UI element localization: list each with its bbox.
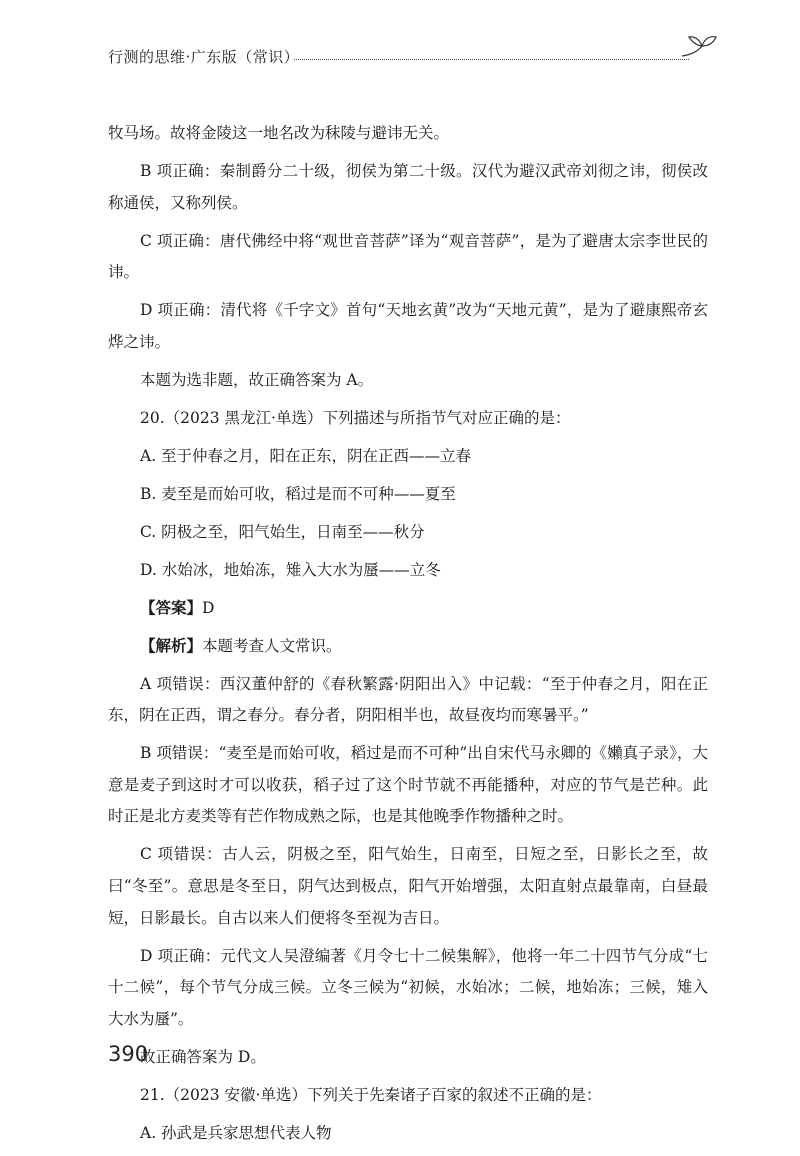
analysis-value: 本题考查人文常识。 bbox=[202, 636, 342, 655]
analysis-tag: 【解析】 bbox=[140, 636, 203, 655]
page-number: 390 bbox=[108, 1042, 149, 1066]
page-body bbox=[108, 118, 708, 1156]
explanation-d: D 项正确：清代将《千字文》首句“天地玄黄”改为“天地元黄”，是为了避康熙帝玄烨之讳。 bbox=[108, 301, 708, 351]
question-21-option-a: A. 孙武是兵家思想代表人物 bbox=[140, 1123, 332, 1142]
book-title: 行测的思维·广东版（常识） bbox=[108, 48, 300, 66]
conclusion-q19: 本题为选非题，故正确答案为 A。 bbox=[140, 370, 374, 389]
explanation-b: B 项正确：秦制爵分二十级，彻侯为第二十级。汉代为避汉武帝刘彻之讳，彻侯改称通侯，又称列侯。 bbox=[108, 161, 708, 212]
q20-explanation-b: B 项错误：“麦至是而始可收，稻过是而不可种”出自宋代马永卿的《嬾真子录》，大意是麦子到这时才可以收获，稻子过了这个时节就不再能播种，对应的节气是芒种。此时正是北方麦类等有芒作物成熟之际，也是其他晚季作物播种之时。 bbox=[108, 744, 708, 826]
answer-tag: 【答案】 bbox=[140, 598, 203, 617]
question-20-option-c: C. 阴极之至，阳气始生，日南至——秋分 bbox=[140, 522, 425, 541]
sprout-icon bbox=[680, 32, 720, 62]
answer-value: D bbox=[202, 598, 215, 617]
conclusion-q20: 故正确答案为 D。 bbox=[140, 1047, 266, 1066]
q20-explanation-c: C 项错误：古人云，阴极之至，阳气始生，日南至，日短之至，日影长之至，故曰“冬至”。意思是冬至日，阴气达到极点，阳气开始增强，太阳直射点最靠南，白昼最短，日影最长。自古以来人们便将冬至视为吉日。 bbox=[108, 845, 708, 927]
header-dotted-rule bbox=[294, 59, 689, 60]
q20-explanation-d: D 项正确：元代文人吴澄编著《月令七十二候集解》，他将一年二十四节气分成“七十二候”，每个节气分成三候。立冬三候为“初候，水始冰；二候，地始冻；三候，雉入大水为蜃”。 bbox=[108, 946, 708, 1028]
question-20-stem: 20.（2023 黑龙江·单选）下列描述与所指节气对应正确的是： bbox=[140, 408, 571, 427]
running-header bbox=[108, 46, 708, 70]
question-21-stem: 21.（2023 安徽·单选）下列关于先秦诸子百家的叙述不正确的是： bbox=[140, 1085, 602, 1104]
paragraph-continued: 牧马场。故将金陵这一地名改为秣陵与避讳无关。 bbox=[108, 124, 450, 142]
question-20-option-b: B. 麦至是而始可收，稻过是而不可种——夏至 bbox=[140, 484, 456, 503]
answer-line bbox=[140, 593, 708, 625]
explanation-c: C 项正确：唐代佛经中将“观世音菩萨”译为“观音菩萨”，是为了避唐太宗李世民的讳。 bbox=[108, 231, 708, 282]
question-20-option-a: A. 至于仲春之月，阳在正东，阴在正西——立春 bbox=[140, 446, 472, 465]
q20-explanation-a: A 项错误：西汉董仲舒的《春秋繁露·阴阳出入》中记载：“至于仲春之月，阳在正东，阴在正西，谓之春分。春分者，阴阳相半也，故昼夜均而寒暑平。” bbox=[108, 674, 708, 725]
question-20-option-d: D. 水始冰，地始冻，雉入大水为蜃——立冬 bbox=[140, 560, 441, 579]
analysis-line bbox=[140, 631, 708, 663]
